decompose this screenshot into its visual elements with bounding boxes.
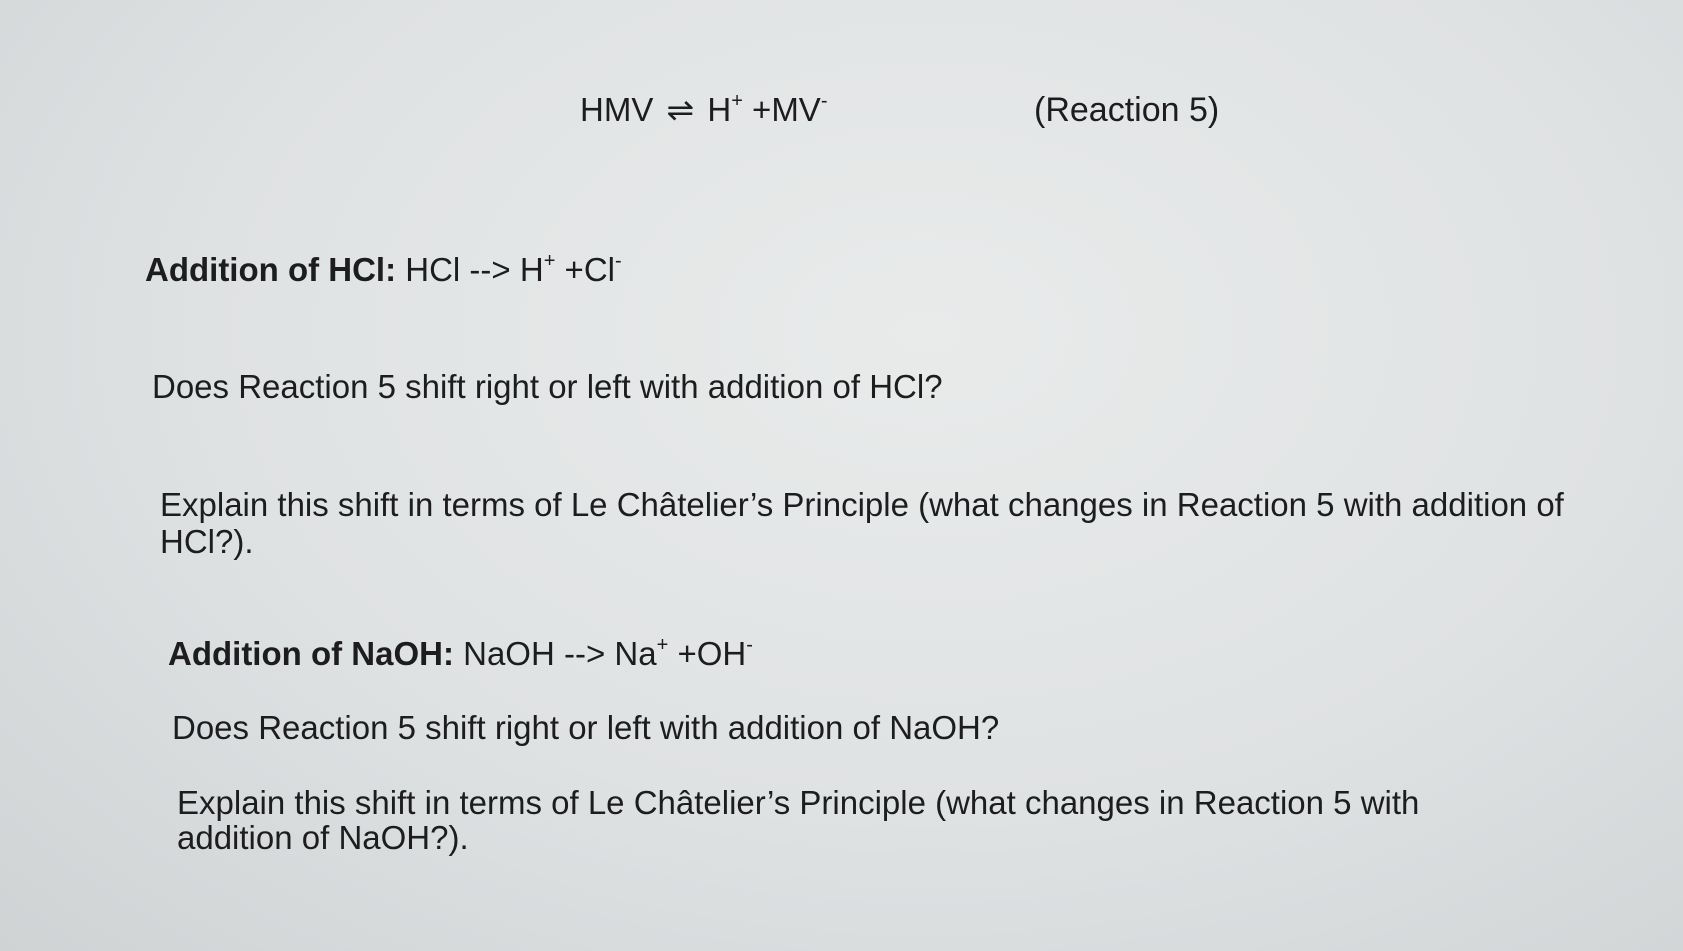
naoh-oh-charge: - (746, 634, 753, 656)
anion-charge: - (820, 90, 828, 112)
reaction-label: (Reaction 5) (1034, 91, 1220, 129)
equation-anion: +MV (752, 91, 821, 128)
naoh-shift-question: Does Reaction 5 shift right or left with addition of NaOH? (172, 709, 1000, 746)
naoh-explain-question: Explain this shift in terms of Le Châtelier’s Principle (what changes in Reaction 5 with addition of NaOH?). (177, 784, 1420, 856)
naoh-heading-label: Addition of NaOH: (168, 635, 454, 672)
naoh-equation (463, 635, 753, 672)
equation-reactant: HMV (580, 91, 654, 128)
hcl-h-charge: + (543, 250, 556, 272)
hcl-section-heading (145, 251, 622, 289)
hcl-equation-cl: +Cl (564, 251, 615, 288)
hcl-equation (405, 251, 621, 288)
hcl-cl-charge: - (614, 250, 622, 272)
naoh-equation-base: NaOH --> Na (463, 635, 657, 672)
proton-charge: + (731, 90, 743, 112)
hcl-equation-base: HCl --> H (405, 251, 544, 288)
hcl-shift-question: Does Reaction 5 shift right or left with addition of HCl? (152, 368, 943, 405)
equilibrium-arrow-icon: ⇌ (666, 91, 695, 128)
hcl-heading-label: Addition of HCl: (145, 251, 397, 288)
equation-proton: H (707, 91, 732, 128)
naoh-section-heading (168, 635, 753, 673)
naoh-na-charge: + (656, 634, 669, 656)
naoh-equation-oh: +OH (677, 635, 747, 672)
reaction-5-equation (580, 91, 828, 129)
hcl-explain-question: Explain this shift in terms of Le Châtelier’s Principle (what changes in Reaction 5 with addition of HCl?). (160, 486, 1564, 560)
